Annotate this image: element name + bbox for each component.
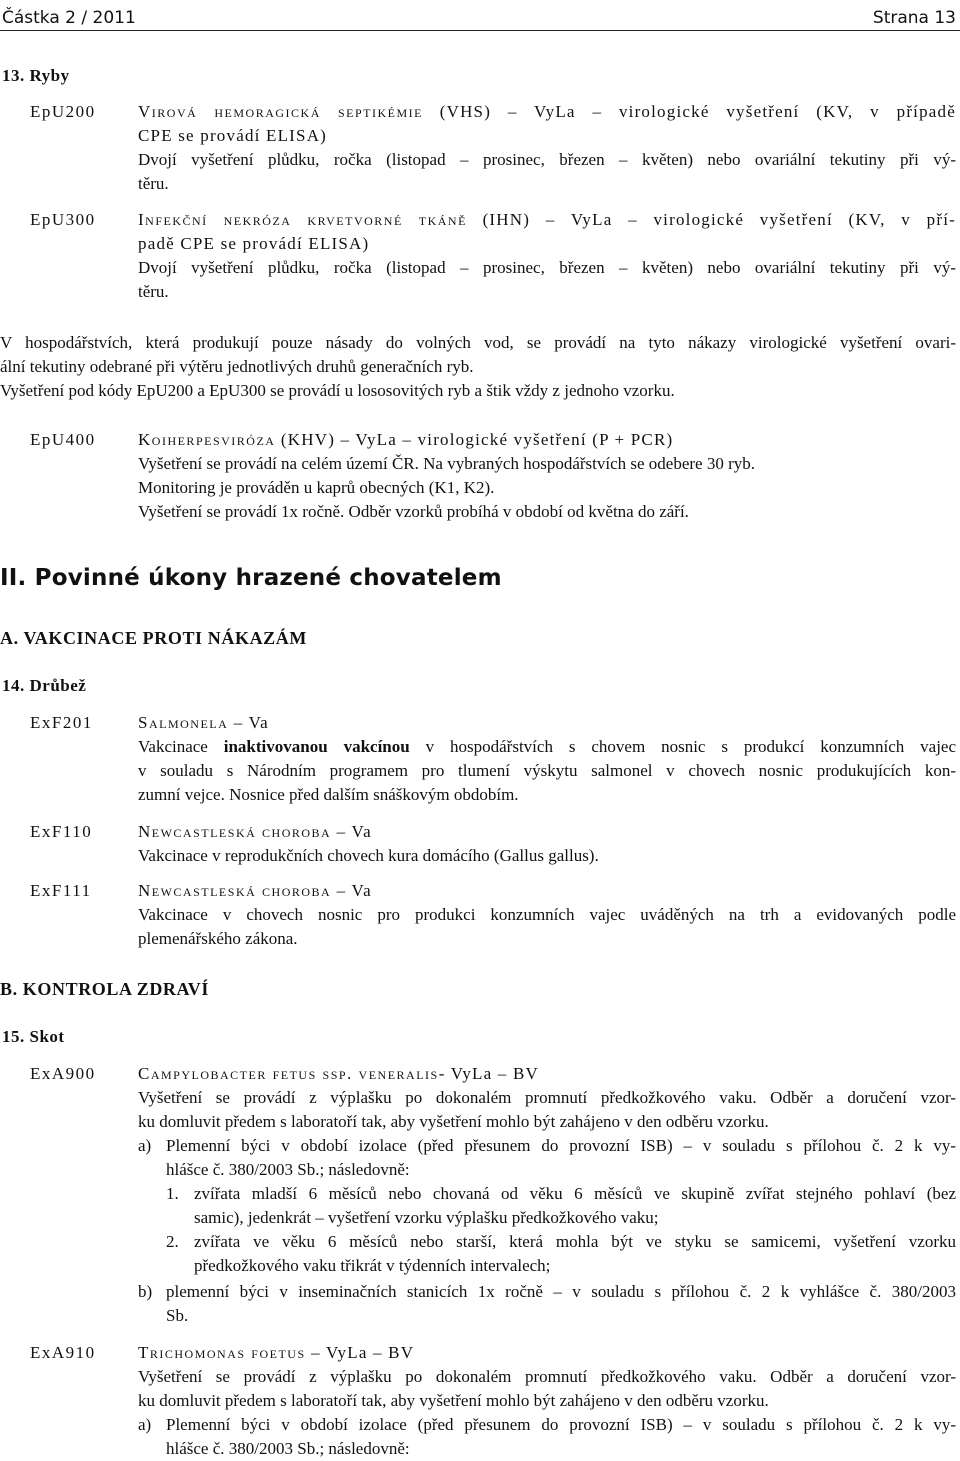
entry-title xyxy=(138,100,956,124)
disease-name: Infekční nekróza krvetvorné tkáně xyxy=(138,210,467,229)
list-item-1 xyxy=(194,1182,956,1230)
code-exa900: ExA900 xyxy=(30,1064,96,1083)
code-exf110: ExF110 xyxy=(30,822,93,841)
list-line: zvířata mladší 6 měsíců nebo chovaná od věku 6 měsíců ve skupině zvířat stejného pohlaví (bez xyxy=(194,1184,956,1203)
list-marker-a: a) xyxy=(138,1415,152,1434)
page-number: Strana 13 xyxy=(872,8,956,28)
title-rest: (VHS) – VyLa – virologické vyšetření (KV, v případě xyxy=(422,102,956,121)
title-line2: CPE se provádí ELISA) xyxy=(138,126,328,145)
title-rest: (IHN) – VyLa – virologické vyšetření (KV, v pří- xyxy=(466,210,956,229)
body-line: ku domluvit předem s laboratoří tak, aby vyšetření mohlo být zahájeno v den odběru vzorku. xyxy=(138,1391,769,1410)
code-epu300: EpU300 xyxy=(30,210,96,229)
issue-label: Částka 2 / 2011 xyxy=(2,8,136,28)
body-line: Monitoring je prováděn u kaprů obecných (K1, K2). xyxy=(138,478,495,497)
section-heading-13: 13. Ryby xyxy=(2,66,70,85)
title-rest: – Va xyxy=(331,822,372,841)
list-line: hlášce č. 380/2003 Sb.; následovně: xyxy=(166,1160,410,1179)
body-line: v souladu s Národním programem pro tlumení výskytu salmonel v chovech nosnic produkujících kon- xyxy=(138,761,956,780)
entry-epu400 xyxy=(138,428,956,524)
title-rest: – Va xyxy=(331,881,372,900)
code-exa910: ExA910 xyxy=(30,1343,96,1362)
part-ii-heading: II. Povinné úkony hrazené chovatelem xyxy=(0,565,502,591)
list-line: Plemenní býci v období izolace (před přesunem do provozní ISB) – v souladu s přílohou č. 2 k vy- xyxy=(166,1136,956,1155)
list-marker-a: a) xyxy=(138,1136,152,1155)
entry-title xyxy=(138,428,956,452)
body-line: Vyšetření se provádí na celém území ČR. Na vybraných hospodářstvích se odebere 30 ryb. xyxy=(138,454,756,473)
fish-paragraph xyxy=(0,331,956,403)
list-line: Sb. xyxy=(166,1306,189,1325)
body-line: Vakcinace v chovech nosnic pro produkci konzumních vajec uváděných na trh a evidovaných podle xyxy=(138,905,956,924)
disease-name: Newcastleská choroba xyxy=(138,881,332,900)
disease-name: Virová hemoragická septikémie xyxy=(138,102,423,121)
entry-epu300 xyxy=(138,208,956,304)
bold-text: inaktivovanou vakcínou xyxy=(223,737,410,756)
section-a-heading: A. VAKCINACE PROTI NÁKAZÁM xyxy=(0,628,307,648)
body-line: těru. xyxy=(138,174,169,193)
code-exf201: ExF201 xyxy=(30,713,93,732)
body-line: zumní vejce. Nosnice před dalším snáškovým obdobím. xyxy=(138,785,519,804)
list-marker-b: b) xyxy=(138,1282,153,1301)
disease-name: Salmonela xyxy=(138,713,229,732)
list-line: Plemenní býci v období izolace (před přesunem do provozní ISB) – v souladu s přílohou č. 2 k vy- xyxy=(166,1415,956,1434)
code-exf111: ExF111 xyxy=(30,881,92,900)
list-line: zvířata ve věku 6 měsíců nebo starší, která mohla být ve styku se samicemi, vyšetření vzorku xyxy=(194,1232,956,1251)
entry-exa900 xyxy=(138,1062,956,1134)
list-item-2 xyxy=(194,1230,956,1278)
disease-name: Trichomonas foetus xyxy=(138,1343,306,1362)
entry-exf111 xyxy=(138,879,956,951)
title-line2: padě CPE se provádí ELISA) xyxy=(138,234,370,253)
list-line: předkožkového vaku třikrát v týdenních intervalech; xyxy=(194,1256,551,1275)
body-line: Dvojí vyšetření plůdku, ročka (listopad – prosinec, březen – květen) nebo ovariální tekutiny při vý- xyxy=(138,150,956,169)
list-marker-2: 2. xyxy=(166,1232,179,1251)
body-line: Dvojí vyšetření plůdku, ročka (listopad – prosinec, březen – květen) nebo ovariální tekutiny při vý- xyxy=(138,258,956,277)
entry-exa910 xyxy=(138,1341,956,1413)
title-rest: (KHV) – VyLa – virologické vyšetření (P + PCR) xyxy=(275,430,674,449)
text-run: Vakcinace xyxy=(138,737,224,756)
entry-epu200 xyxy=(138,100,956,196)
page-header xyxy=(0,0,960,31)
disease-name: Campylobacter fetus ssp. veneralis xyxy=(138,1064,439,1083)
code-epu200: EpU200 xyxy=(30,102,96,121)
body-line: plemenářského zákona. xyxy=(138,929,298,948)
list-item-b xyxy=(166,1280,956,1328)
paragraph-line: V hospodářstvích, která produkují pouze násady do volných vod, se provádí na tyto nákazy virologické vyšetření ovari- xyxy=(0,333,956,352)
entry-title xyxy=(138,879,956,903)
title-rest: – VyLa – BV xyxy=(305,1343,415,1362)
entry-exf110 xyxy=(138,820,956,868)
list-line: samic), jedenkrát – vyšetření vzorku výplašku předkožkového vaku; xyxy=(194,1208,659,1227)
entry-title xyxy=(138,1341,956,1365)
entry-title xyxy=(138,208,956,232)
code-epu400: EpU400 xyxy=(30,430,96,449)
list-item-a xyxy=(166,1134,956,1182)
paragraph-line: Vyšetření pod kódy EpU200 a EpU300 se provádí u lososovitých ryb a štik vždy z jednoho vzorku. xyxy=(0,381,675,400)
list-item-a xyxy=(166,1413,956,1461)
entry-title xyxy=(138,1062,956,1086)
disease-name: Newcastleská choroba xyxy=(138,822,332,841)
body-line: Vakcinace v reprodukčních chovech kura domácího (Gallus gallus). xyxy=(138,846,599,865)
body-line: těru. xyxy=(138,282,169,301)
body-line xyxy=(138,735,956,759)
disease-name: Koiherpesviróza xyxy=(138,430,276,449)
section-b-heading: B. KONTROLA ZDRAVÍ xyxy=(0,979,210,999)
list-line: hlášce č. 380/2003 Sb.; následovně: xyxy=(166,1439,410,1458)
entry-title xyxy=(138,820,956,844)
entry-exf201 xyxy=(138,711,956,807)
title-rest: - VyLa – BV xyxy=(438,1064,539,1083)
section-heading-15: 15. Skot xyxy=(2,1027,65,1046)
list-line: plemenní býci v inseminačních stanicích 1x ročně – v souladu s přílohou č. 2 k vyhlášce č. 380/2003 xyxy=(166,1282,956,1301)
body-line: Vyšetření se provádí 1x ročně. Odběr vzorků probíhá v období od května do září. xyxy=(138,502,689,521)
entry-title xyxy=(138,711,956,735)
body-line: Vyšetření se provádí z výplašku po dokonalém promnutí předkožkového vaku. Odběr a doručení vzor- xyxy=(138,1088,956,1107)
section-heading-14: 14. Drůbež xyxy=(2,676,87,695)
body-line: Vyšetření se provádí z výplašku po dokonalém promnutí předkožkového vaku. Odběr a doručení vzor- xyxy=(138,1367,956,1386)
list-marker-1: 1. xyxy=(166,1184,179,1203)
body-line: ku domluvit předem s laboratoří tak, aby vyšetření mohlo být zahájeno v den odběru vzorku. xyxy=(138,1112,769,1131)
text-run: v hospodářstvích s chovem nosnic s produkcí konzumních vajec xyxy=(409,737,957,756)
paragraph-line: ální tekutiny odebrané při výtěru jednotlivých druhů generačních ryb. xyxy=(0,357,474,376)
title-rest: – Va xyxy=(228,713,269,732)
